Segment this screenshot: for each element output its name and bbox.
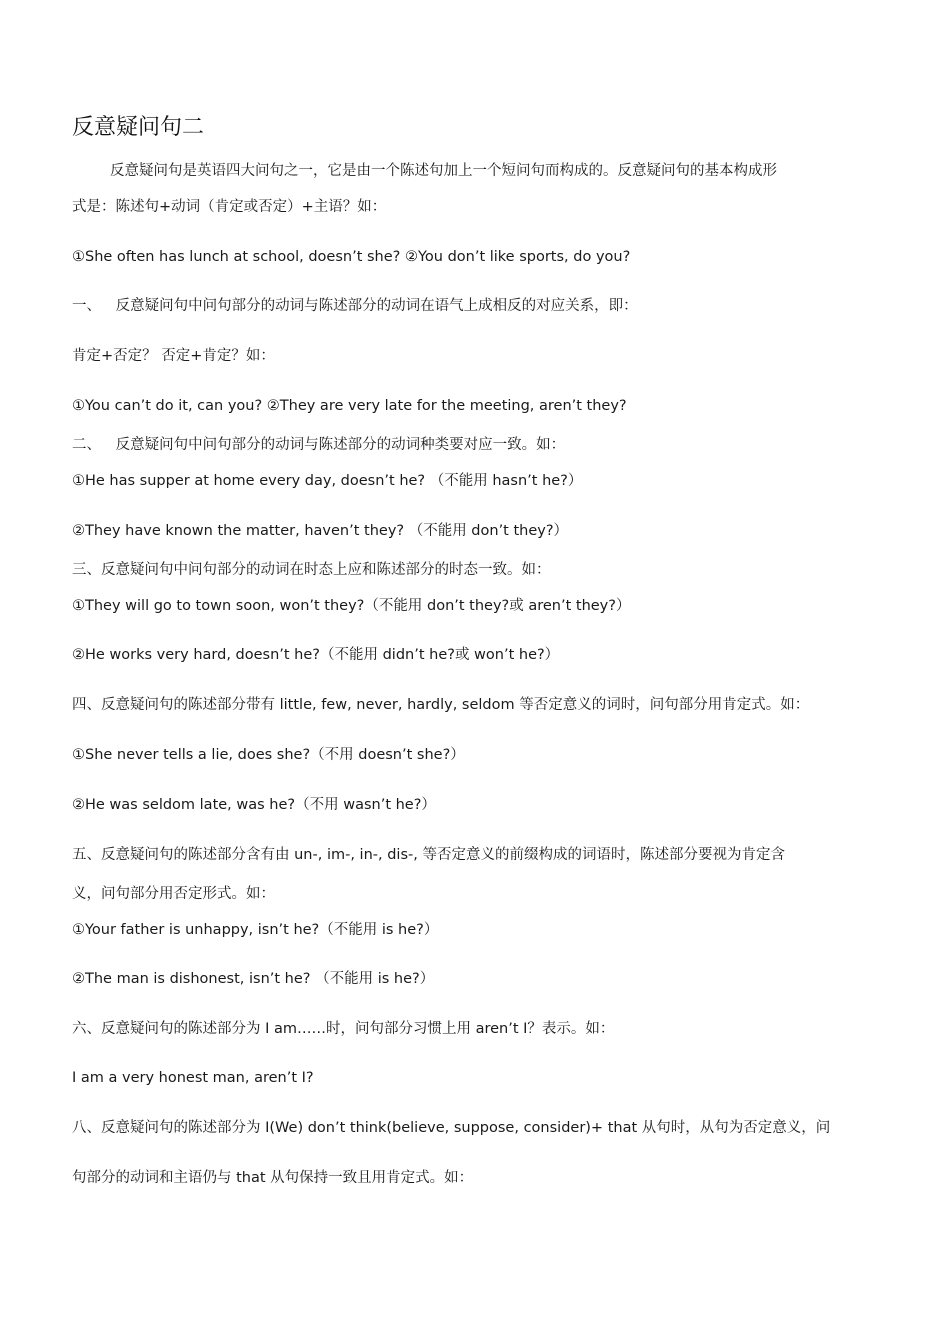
example-line: I am a very honest man, aren’t I? xyxy=(72,1070,314,1086)
section-heading-2 xyxy=(72,435,565,455)
section-heading-1 xyxy=(72,296,638,316)
intro-line-1: 反意疑问句是英语四大问句之一，它是由一个陈述句加上一个短问句而构成的。反意疑问句的基本构成形 xyxy=(110,163,777,179)
section-number: 二、 xyxy=(72,437,101,453)
example-line: ②He works very hard, doesn’t he?（不能用 didn’t he?或 won’t he?） xyxy=(72,647,560,663)
section-heading-8: 八、反意疑问句的陈述部分为 I(We) don’t think(believe, suppose, consider)+ that 从句时，从句为否定意义，问 xyxy=(72,1120,831,1136)
example-line: ①You can’t do it, can you? ②They are very late for the meeting, aren’t they? xyxy=(72,398,627,414)
section-number: 一、 xyxy=(72,298,101,314)
example-line: ①She often has lunch at school, doesn’t she? ②You don’t like sports, do you? xyxy=(72,249,631,265)
example-line: ①Your father is unhappy, isn’t he?（不能用 is he?） xyxy=(72,922,439,938)
section-heading-6: 六、反意疑问句的陈述部分为 I am……时，问句部分习惯上用 aren’t I？表示。如： xyxy=(72,1021,615,1037)
section-heading-3: 三、反意疑问句中问句部分的动词在时态上应和陈述部分的时态一致。如： xyxy=(72,562,551,578)
intro-line-2: 式是：陈述句+动词（肯定或否定）+主语？如： xyxy=(72,199,387,215)
document-title: 反意疑问句二 xyxy=(72,115,205,140)
example-line: ①He has supper at home every day, doesn’t he? （不能用 hasn’t he?） xyxy=(72,473,583,489)
rule-line: 肯定+否定？ 否定+肯定？如： xyxy=(72,348,275,364)
example-line: ②They have known the matter, haven’t they? （不能用 don’t they?） xyxy=(72,523,569,539)
example-line: ②He was seldom late, was he?（不用 wasn’t he?） xyxy=(72,797,436,813)
section-heading-5: 五、反意疑问句的陈述部分含有由 un-, im-, in-, dis-, 等否定意义的前缀构成的词语时，陈述部分要视为肯定含 xyxy=(72,847,785,863)
example-line: ①They will go to town soon, won’t they?（不能用 don’t they?或 aren’t they?） xyxy=(72,598,631,614)
example-line: ①She never tells a lie, does she?（不用 doesn’t she?） xyxy=(72,747,465,763)
example-line: ②The man is dishonest, isn’t he? （不能用 is he?） xyxy=(72,971,435,987)
section-heading-5-cont: 义，问句部分用否定形式。如： xyxy=(72,886,275,902)
section-heading-4: 四、反意疑问句的陈述部分带有 little, few, never, hardly, seldom 等否定意义的词时，问句部分用肯定式。如： xyxy=(72,697,810,713)
section-text: 反意疑问句中问句部分的动词与陈述部分的动词种类要对应一致。如： xyxy=(115,437,566,453)
section-text: 反意疑问句中问句部分的动词与陈述部分的动词在语气上成相反的对应关系，即： xyxy=(115,298,638,314)
section-heading-8-cont: 句部分的动词和主语仍与 that 从句保持一致且用肯定式。如： xyxy=(72,1170,474,1186)
